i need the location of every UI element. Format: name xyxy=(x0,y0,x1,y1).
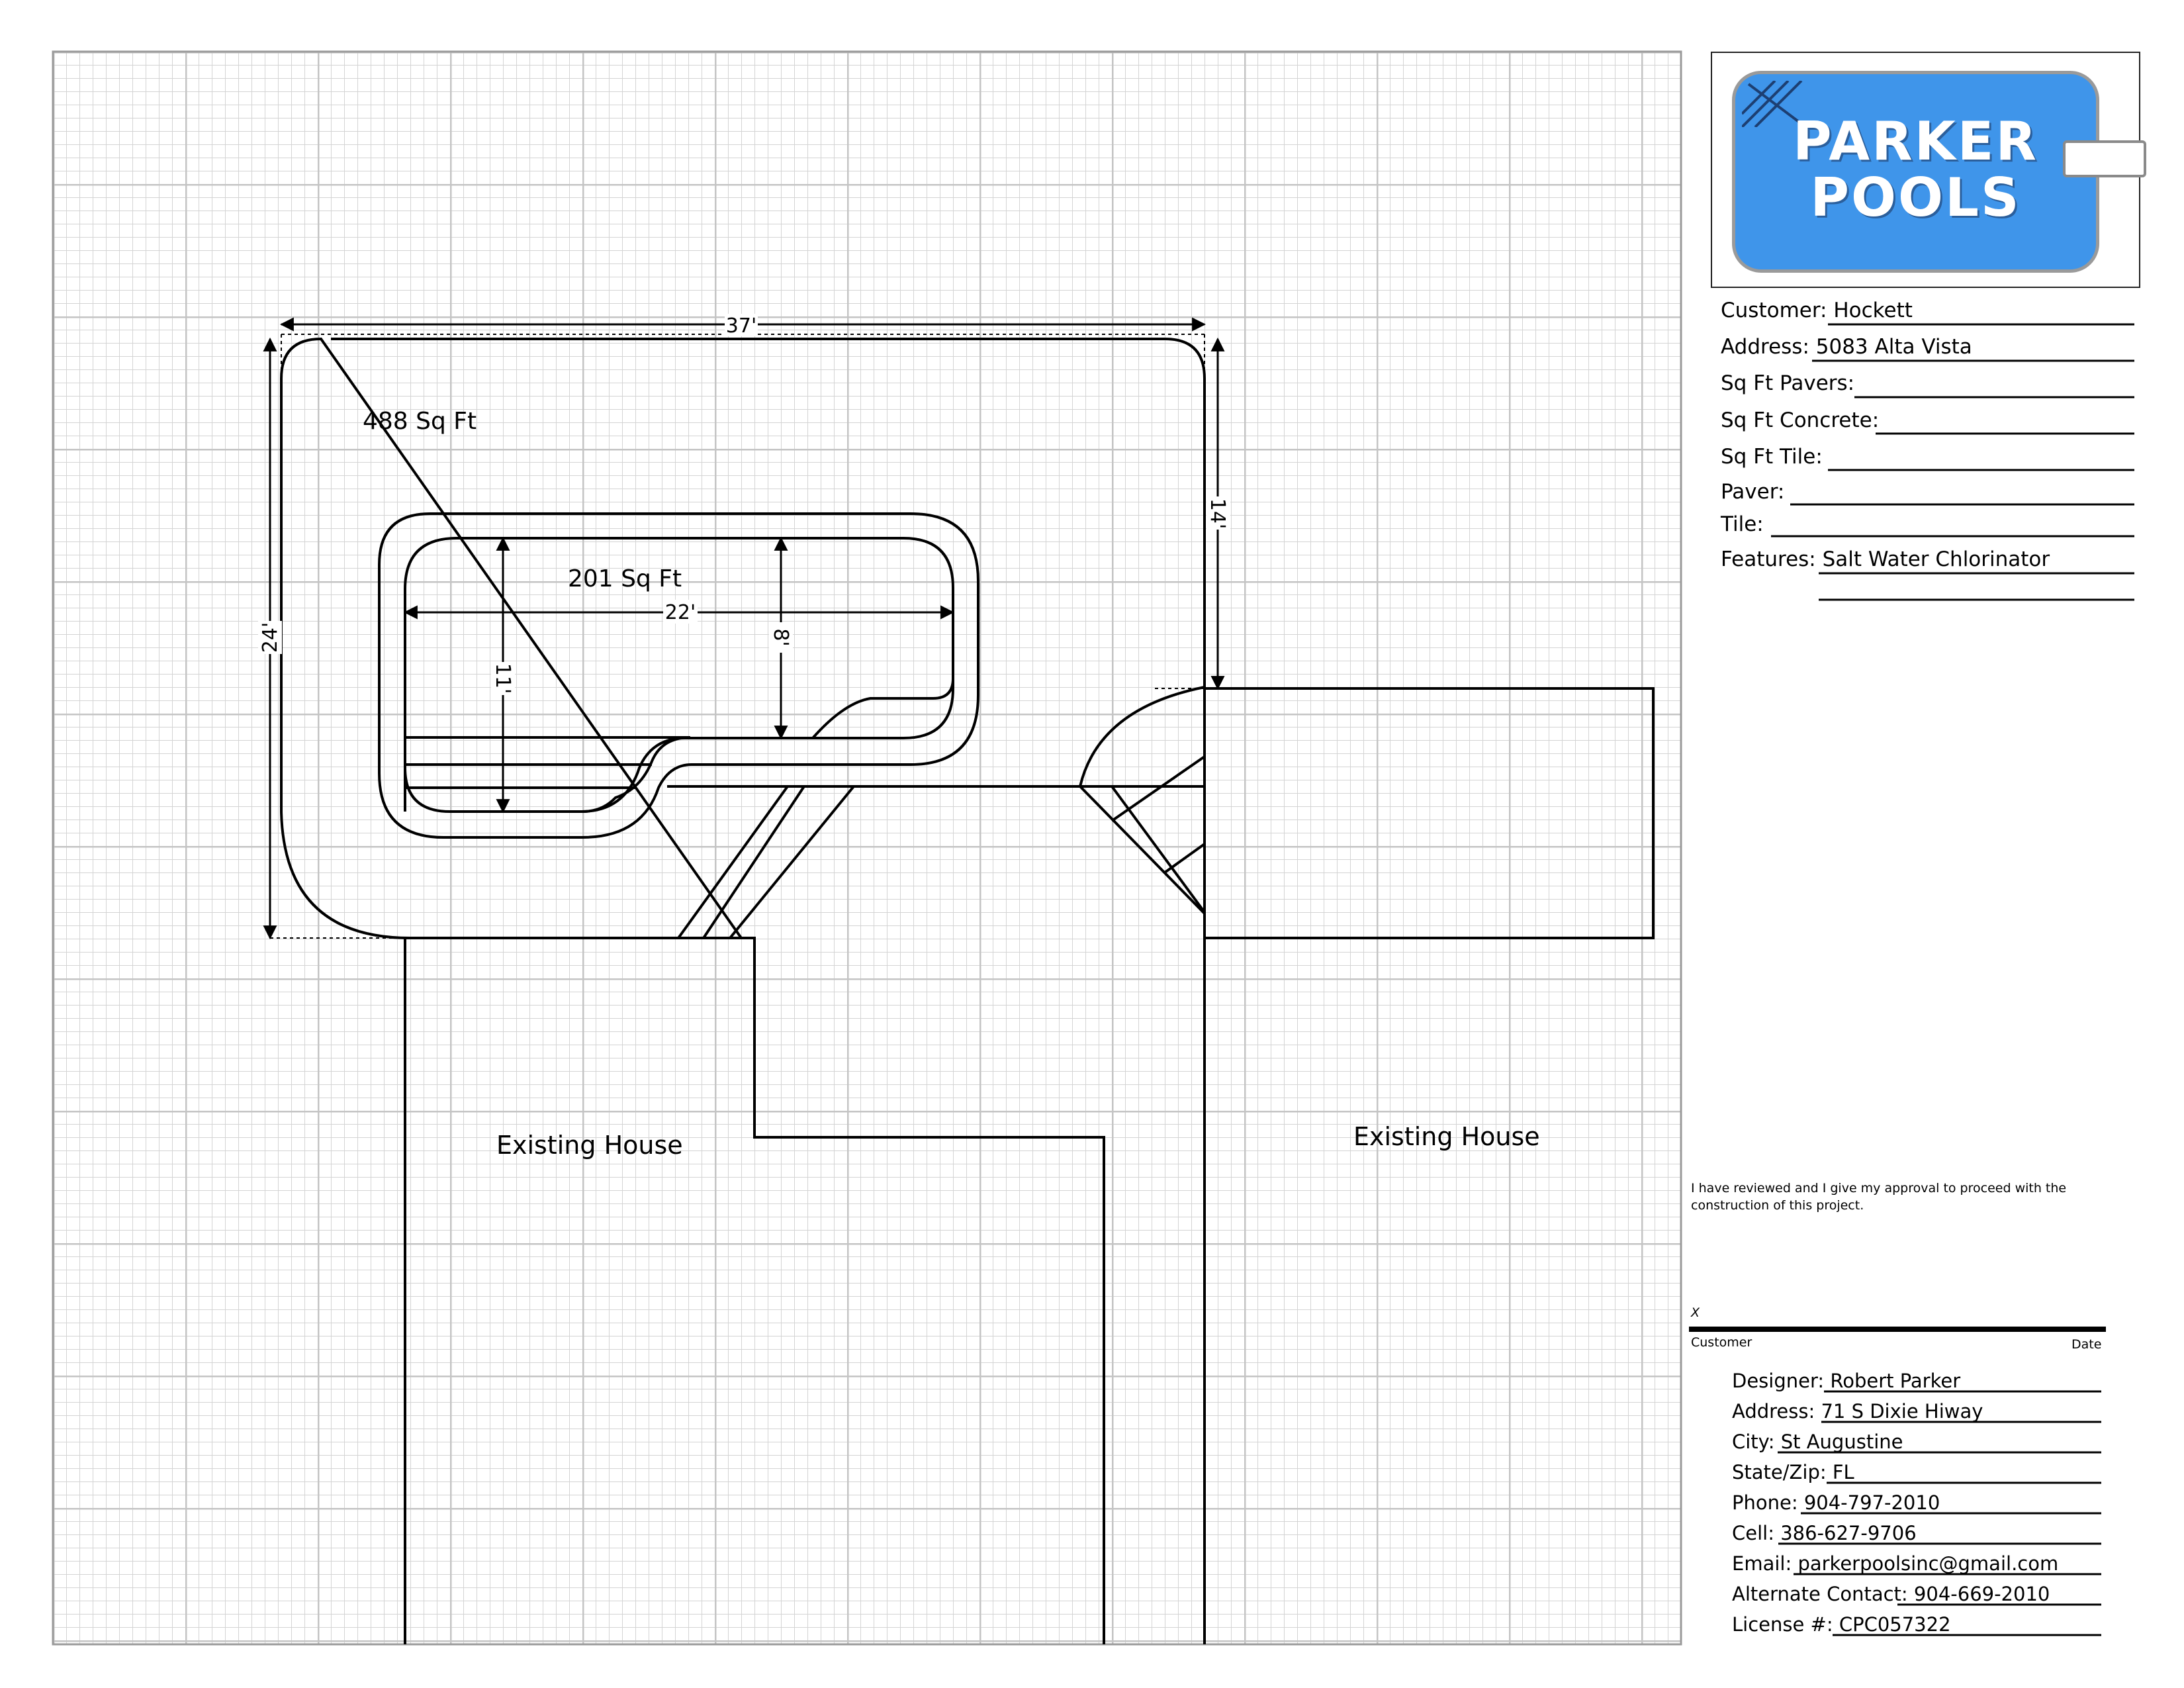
designer-state-label: State/Zip: xyxy=(1732,1461,1827,1483)
designer-city-label: City: xyxy=(1732,1430,1775,1453)
signature-x-mark: X xyxy=(1691,1305,1700,1320)
house-right-label: Existing House xyxy=(1353,1122,1540,1151)
dim-label-pool-depth-right: 8' xyxy=(769,628,792,647)
designer-email-label: Email: xyxy=(1732,1552,1792,1575)
signature-customer-caption: Customer xyxy=(1691,1335,1752,1350)
paver-label: Paver: xyxy=(1721,480,1785,504)
designer-address-label: Address: xyxy=(1732,1400,1815,1423)
designer-alt-value: 904-669-2010 xyxy=(1913,1583,2050,1605)
address-label: Address: xyxy=(1721,335,1809,359)
designer-field xyxy=(1732,1369,1960,1393)
designer-cell-field xyxy=(1732,1521,1917,1545)
designer-license-label: License #: xyxy=(1732,1613,1833,1636)
tile-sqft-label: Sq Ft Tile: xyxy=(1721,445,1823,469)
dim-label-right-drop: 14' xyxy=(1206,498,1229,530)
designer-email-field xyxy=(1732,1552,2058,1575)
features-label: Features: xyxy=(1721,547,1816,571)
designer-city-value: St Augustine xyxy=(1780,1430,1903,1453)
address-value: 5083 Alta Vista xyxy=(1815,335,1972,359)
designer-cell-value: 386-627-9706 xyxy=(1780,1522,1917,1544)
customer-value: Hockett xyxy=(1833,299,1913,322)
features-value: Salt Water Chlorinator xyxy=(1822,547,2050,571)
designer-phone-label: Phone: xyxy=(1732,1491,1798,1514)
pool-area-label: 201 Sq Ft xyxy=(568,565,682,592)
deck-area-label: 488 Sq Ft xyxy=(363,408,477,435)
house-left-label: Existing House xyxy=(496,1131,683,1160)
dim-label-pool-length: 22' xyxy=(664,601,696,624)
designer-value: Robert Parker xyxy=(1830,1370,1961,1392)
dim-label-pool-depth-left: 11' xyxy=(491,663,514,694)
designer-alt-contact-field xyxy=(1732,1582,2050,1606)
designer-license-field xyxy=(1732,1613,1951,1636)
designer-phone-value: 904-797-2010 xyxy=(1803,1491,1940,1514)
approval-text: I have reviewed and I give my approval to proceed with the construction of this project. xyxy=(1691,1181,2067,1213)
designer-phone-field xyxy=(1732,1491,1940,1515)
designer-address-field xyxy=(1732,1399,1983,1423)
signature-date-caption: Date xyxy=(2071,1337,2102,1352)
designer-state-field xyxy=(1732,1460,1854,1484)
customer-label: Customer: xyxy=(1721,299,1827,322)
designer-email-value: parkerpoolsinc@gmail.com xyxy=(1797,1552,2059,1575)
designer-alt-label: Alternate Contact: xyxy=(1732,1583,1908,1605)
designer-label: Designer: xyxy=(1732,1370,1825,1392)
designer-license-value: CPC057322 xyxy=(1839,1613,1951,1636)
pavers-label: Sq Ft Pavers: xyxy=(1721,371,1855,395)
designer-address-value: 71 S Dixie Hiway xyxy=(1821,1400,1983,1423)
tile-label: Tile: xyxy=(1721,512,1764,536)
designer-cell-label: Cell: xyxy=(1732,1522,1774,1544)
dim-label-height: 24' xyxy=(259,622,282,653)
designer-state-value: FL xyxy=(1832,1461,1854,1483)
logo-line-1: PARKER xyxy=(1792,111,2039,172)
logo-line-2: POOLS xyxy=(1810,167,2021,228)
concrete-label: Sq Ft Concrete: xyxy=(1721,408,1880,432)
dim-label-width: 37' xyxy=(725,314,757,338)
designer-city-field xyxy=(1732,1430,1903,1454)
